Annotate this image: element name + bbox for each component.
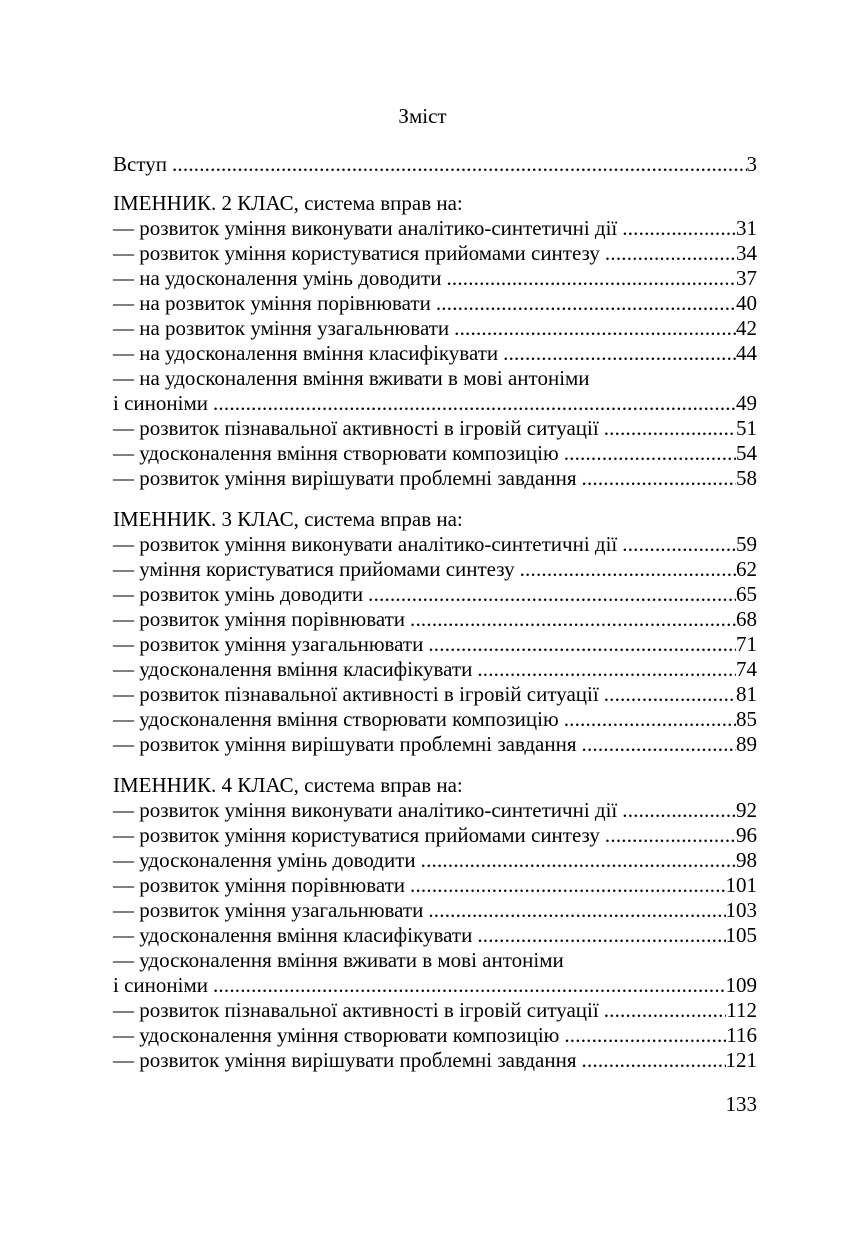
table-of-contents <box>113 152 757 1073</box>
toc-entry-page: 62 <box>736 557 757 581</box>
toc-entry-text: — на удосконалення умінь доводити <box>113 266 442 290</box>
toc-entry <box>113 898 757 923</box>
toc-leader-dots <box>213 973 726 998</box>
toc-entry-page: 105 <box>725 923 757 947</box>
toc-entry-text: і синоніми <box>113 391 208 415</box>
toc-entry-page: 3 <box>746 152 757 176</box>
toc-entry-text: — на удосконалення вміння класифікувати <box>113 341 499 365</box>
toc-entry-page: 68 <box>736 607 757 631</box>
toc-entry <box>113 998 757 1023</box>
toc-leader-dots <box>477 657 736 682</box>
section-heading: ІМЕННИК. 4 КЛАС, система вправ на: <box>113 773 463 797</box>
toc-section-grade-3 <box>113 507 757 757</box>
toc-leader-dots <box>446 266 736 291</box>
toc-leader-dots <box>605 241 736 266</box>
toc-leader-dots <box>428 898 725 923</box>
toc-entry-text: — розвиток уміння виконувати аналітико-синтетичні дії <box>113 798 618 822</box>
toc-entry-text: — удосконалення вміння створювати композицію <box>113 707 559 731</box>
toc-entry-text: — розвиток пізнавальної активності в ігровій ситуації <box>113 682 599 706</box>
toc-section-grade-2 <box>113 191 757 491</box>
toc-entry-first-line: — на удосконалення вміння вживати в мові антоніми <box>113 366 590 390</box>
toc-entry-intro <box>113 152 757 177</box>
toc-entry-page: 37 <box>736 266 757 290</box>
toc-entry-page: 44 <box>736 341 757 365</box>
toc-entry <box>113 316 757 341</box>
toc-entry-text: — на розвиток уміння порівнювати <box>113 291 431 315</box>
toc-entry <box>113 607 757 632</box>
toc-entry-page: 81 <box>736 682 757 706</box>
toc-entry-page: 103 <box>725 898 757 922</box>
toc-entry-text: — уміння користуватися прийомами синтезу <box>113 557 515 581</box>
toc-entry <box>113 391 757 416</box>
toc-leader-dots <box>477 923 725 948</box>
toc-entry-page: 74 <box>736 657 757 681</box>
toc-leader-dots <box>368 582 736 607</box>
toc-entry-page: 59 <box>736 532 757 556</box>
toc-leader-dots <box>454 316 736 341</box>
toc-entry-page: 58 <box>736 466 757 490</box>
toc-entry <box>113 1048 757 1073</box>
toc-leader-dots <box>604 682 736 707</box>
toc-entry <box>113 216 757 241</box>
toc-entry <box>113 657 757 682</box>
section-heading: ІМЕННИК. 2 КЛАС, система вправ на: <box>113 191 463 215</box>
toc-leader-dots <box>582 466 737 491</box>
toc-entry-text: — удосконалення вміння класифікувати <box>113 657 473 681</box>
toc-leader-dots <box>622 798 736 823</box>
toc-leader-dots <box>421 848 736 873</box>
toc-leader-dots <box>622 532 736 557</box>
toc-entry-text: — розвиток уміння виконувати аналітико-синтетичні дії <box>113 216 618 240</box>
toc-entry <box>113 266 757 291</box>
toc-entry <box>113 582 757 607</box>
toc-leader-dots <box>428 632 736 657</box>
toc-leader-dots <box>604 998 727 1023</box>
toc-entry <box>113 848 757 873</box>
toc-entry-page: 71 <box>736 632 757 656</box>
toc-entry <box>113 466 757 491</box>
toc-entry <box>113 416 757 441</box>
toc-entry <box>113 1023 757 1048</box>
page-title: Зміст <box>398 104 447 128</box>
toc-entry-text: — розвиток пізнавальної активності в ігровій ситуації <box>113 416 599 440</box>
toc-entry <box>113 557 757 582</box>
toc-entry-text: — розвиток умінь доводити <box>113 582 364 606</box>
toc-entry-page: 54 <box>736 441 757 465</box>
toc-entry <box>113 923 757 948</box>
toc-entry-page: 40 <box>736 291 757 315</box>
toc-entry-page: 98 <box>736 848 757 872</box>
section-heading: ІМЕННИК. 3 КЛАС, система вправ на: <box>113 507 463 531</box>
toc-entry <box>113 823 757 848</box>
toc-entry-text: — розвиток пізнавальної активності в ігровій ситуації <box>113 998 599 1022</box>
toc-entry-page: 96 <box>736 823 757 847</box>
toc-entry-text: і синоніми <box>113 973 208 997</box>
toc-entry <box>113 532 757 557</box>
toc-entry <box>113 707 757 732</box>
toc-entry-text: — розвиток уміння вирішувати проблемні завдання <box>113 466 577 490</box>
toc-entry <box>113 732 757 757</box>
toc-leader-dots <box>564 441 736 466</box>
toc-entry-text: — удосконалення вміння створювати композицію <box>113 441 559 465</box>
toc-entry <box>113 241 757 266</box>
toc-entry-page: 116 <box>726 1023 757 1047</box>
toc-entry-page: 121 <box>725 1048 757 1072</box>
toc-entry-page: 51 <box>736 416 757 440</box>
toc-leader-dots <box>564 707 736 732</box>
toc-leader-dots <box>436 291 736 316</box>
toc-entry <box>113 798 757 823</box>
toc-entry-text: — розвиток уміння користуватися прийомами синтезу <box>113 241 600 265</box>
toc-entry-text: — розвиток уміння узагальнювати <box>113 632 424 656</box>
toc-entry-page: 85 <box>736 707 757 731</box>
toc-section-grade-4 <box>113 773 757 1073</box>
toc-entry <box>113 682 757 707</box>
toc-entry <box>113 441 757 466</box>
toc-entry-text: — розвиток уміння вирішувати проблемні завдання <box>113 732 577 756</box>
page-number: 133 <box>725 1092 757 1116</box>
toc-leader-dots <box>410 607 736 632</box>
toc-entry-text: — розвиток уміння порівнювати <box>113 607 406 631</box>
toc-entry-text: — на розвиток уміння узагальнювати <box>113 316 450 340</box>
toc-entry-text: — розвиток уміння виконувати аналітико-синтетичні дії <box>113 532 618 556</box>
toc-leader-dots <box>622 216 736 241</box>
toc-leader-dots <box>564 1023 726 1048</box>
toc-entry-page: 101 <box>725 873 757 897</box>
toc-entry-page: 109 <box>725 973 757 997</box>
toc-entry <box>113 973 757 998</box>
toc-entry-text: — розвиток уміння порівнювати <box>113 873 406 897</box>
toc-entry-page: 112 <box>726 998 757 1022</box>
toc-entry-page: 34 <box>736 241 757 265</box>
toc-leader-dots <box>503 341 736 366</box>
toc-entry-page: 92 <box>736 798 757 822</box>
toc-entry-text: — розвиток уміння узагальнювати <box>113 898 424 922</box>
toc-entry-text: — удосконалення вміння класифікувати <box>113 923 473 947</box>
toc-entry-page: 89 <box>736 732 757 756</box>
toc-entry-text: — розвиток уміння користуватися прийомами синтезу <box>113 823 600 847</box>
toc-entry-text: — удосконалення уміння створювати композицію <box>113 1023 560 1047</box>
toc-entry-text: Вступ <box>113 152 167 176</box>
toc-leader-dots <box>582 1048 726 1073</box>
toc-leader-dots <box>605 823 736 848</box>
toc-entry <box>113 291 757 316</box>
toc-entry-text: — удосконалення умінь доводити <box>113 848 416 872</box>
toc-leader-dots <box>410 873 725 898</box>
toc-entry-page: 65 <box>736 582 757 606</box>
toc-entry-text: — розвиток уміння вирішувати проблемні завдання <box>113 1048 577 1072</box>
toc-leader-dots <box>520 557 736 582</box>
toc-leader-dots <box>172 152 747 177</box>
toc-entry <box>113 341 757 366</box>
toc-entry-page: 49 <box>736 391 757 415</box>
toc-leader-dots <box>213 391 736 416</box>
toc-entry <box>113 632 757 657</box>
toc-entry-first-line: — удосконалення вміння вживати в мові антоніми <box>113 948 564 972</box>
toc-leader-dots <box>604 416 736 441</box>
toc-entry-page: 42 <box>736 316 757 340</box>
toc-entry-page: 31 <box>736 216 757 240</box>
toc-entry <box>113 873 757 898</box>
toc-leader-dots <box>582 732 737 757</box>
